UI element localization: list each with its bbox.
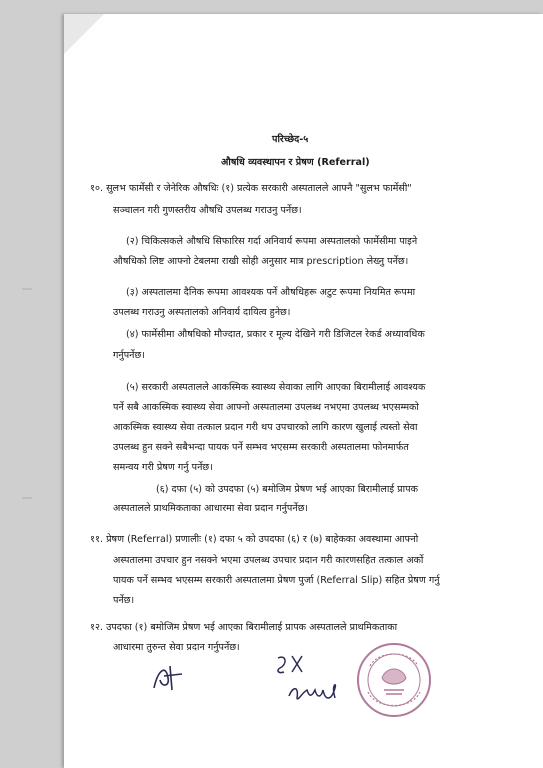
clause-2-line: (२) चिकित्सकले औषधि सिफारिस गर्दा अनिवार्य रूपमा अस्पतालको फार्मेसीमा पाइने bbox=[126, 236, 418, 247]
clause-4-line: (४) फार्मेसीमा औषधिको मौज्दात, प्रकार र मूल्य देखिने गरी डिजिटल रेकर्ड अध्यावधिक bbox=[126, 329, 425, 340]
handwritten-initials bbox=[272, 650, 312, 678]
section-11-line: अस्पतालमा उपचार हुन नसक्ने भएमा उपलब्ध उपचार प्रदान गरी कारणसहित तत्काल अर्को bbox=[113, 555, 424, 566]
clause-2-line: औषधिको लिष्ट आफ्नो टेबलमा राखी सोही अनुसार मात्र prescription लेख्नु पर्नेछ। bbox=[113, 256, 409, 267]
section-12-line: आधारमा तुरुन्त सेवा प्रदान गर्नुपर्नेछ। bbox=[113, 642, 240, 653]
official-stamp bbox=[354, 640, 434, 720]
section-12-line: १२. उपदफा (१) बमोजिम प्रेषण भई आएका बिरामीलाई प्रापक अस्पतालले प्राथमिकताका bbox=[90, 622, 398, 633]
handwritten-signature bbox=[285, 678, 355, 708]
clause-3-line: उपलब्ध गराउनु अस्पतालको अनिवार्य दायित्व हुनेछ। bbox=[113, 307, 291, 318]
clause-3-line: (३) अस्पतालमा दैनिक रूपमा आवश्यक पर्ने औषधिहरू अटुट रूपमा नियमित रूपमा bbox=[126, 287, 416, 298]
section-10-line: १०. सुलभ फार्मेसी र जेनेरिक औषधिः (१) प्रत्येक सरकारी अस्पतालले आफ्नै "सुलभ फार्मेसी" bbox=[90, 183, 412, 194]
punch-hole-mark bbox=[22, 497, 32, 499]
clause-4-line: गर्नुपर्नेछ। bbox=[113, 350, 145, 361]
clause-6-line: अस्पतालले प्राथमिकताका आधारमा सेवा प्रदान गर्नुपर्नेछ। bbox=[113, 503, 309, 514]
clause-5-line: समन्वय गरी प्रेषण गर्नु पर्नेछ। bbox=[113, 462, 213, 473]
clause-5-line: (५) सरकारी अस्पतालले आकस्मिक स्वास्थ्य सेवाका लागि आएका बिरामीलाई आवश्यक bbox=[126, 382, 426, 393]
chapter-heading: परिच्छेद-५ bbox=[272, 134, 309, 145]
punch-hole-mark bbox=[22, 288, 32, 290]
clause-5-line: आकस्मिक स्वास्थ्य सेवा तत्काल प्रदान गरी थप उपचारको लागि कारण खुलाई त्यस्तो सेवा bbox=[113, 422, 418, 433]
section-11-line: पायक पर्ने सम्भव भएसम्म सरकारी अस्पतालमा प्रेषण पुर्जा (Referral Slip) सहित प्रेषण गर्नु bbox=[113, 575, 440, 586]
page-corner-fold bbox=[64, 14, 104, 54]
clause-5-line: उपलब्ध हुन सक्ने सबैभन्दा पायक पर्ने सम्भव भएसम्म सरकारी अस्पतालमा फोनमार्फत bbox=[113, 442, 409, 453]
section-title: औषधि व्यवस्थापन र प्रेषण (Referral) bbox=[221, 157, 370, 168]
section-11-line: पर्नेछ। bbox=[113, 595, 135, 606]
handwritten-initials bbox=[148, 660, 188, 694]
clause-5-line: पर्ने सबै आकस्मिक स्वास्थ्य सेवा आफ्नो अस्पतालमा उपलब्ध नभएमा उपलब्ध भएसम्मको bbox=[113, 402, 419, 413]
clause-6-line: (६) दफा (५) को उपदफा (५) बमोजिम प्रेषण भई आएका बिरामीलाई प्रापक bbox=[156, 484, 418, 495]
section-10-line: सञ्चालन गरी गुणस्तरीय औषधि उपलब्ध गराउनु पर्नेछ। bbox=[113, 205, 302, 216]
section-11-line: ११. प्रेषण (Referral) प्रणालीः (१) दफा ५ को उपदफा (६) र (७) बाहेकका अवस्थामा आफ्नो bbox=[90, 534, 419, 545]
